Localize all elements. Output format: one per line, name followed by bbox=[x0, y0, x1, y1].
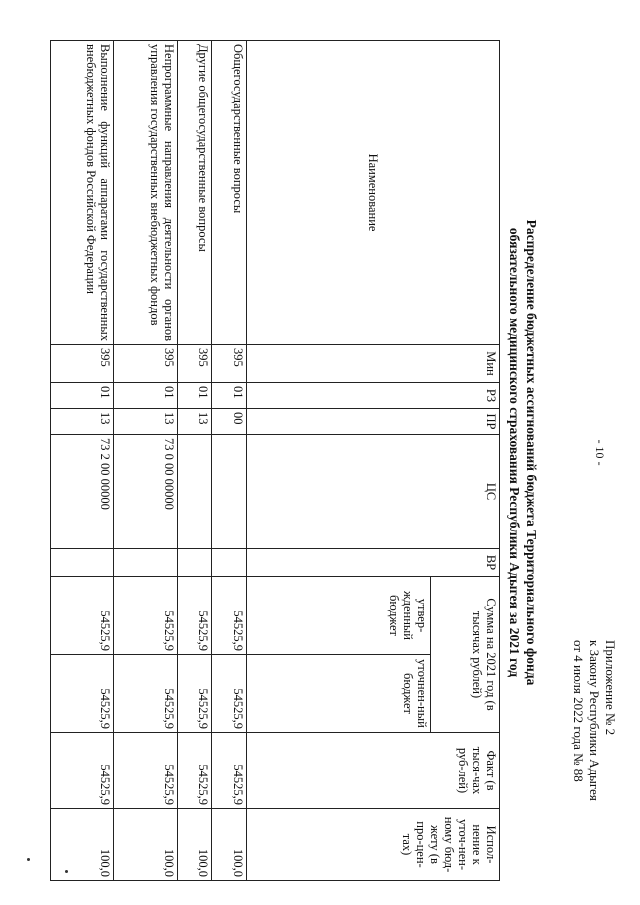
header-sum-group: Сумма на 2021 год (в тысячах рублей) bbox=[430, 577, 499, 733]
row-fact: 54525,9 bbox=[212, 733, 247, 809]
row-refined: 54525,9 bbox=[51, 655, 114, 733]
header-cs: ЦС bbox=[246, 435, 499, 549]
row-vr bbox=[114, 549, 177, 577]
row-name: Выполнение функций аппаратами государственных внебюджетных фондов Российской Федерации bbox=[51, 41, 114, 345]
row-name: Другие общегосударственные вопросы bbox=[177, 41, 212, 345]
row-name: Общегосударственные вопросы bbox=[212, 41, 247, 345]
appendix-line-3: от 4 июля 2022 года № 88 bbox=[571, 640, 586, 782]
row-fact: 54525,9 bbox=[177, 733, 212, 809]
row-approved: 54525,9 bbox=[177, 577, 212, 655]
row-vr bbox=[177, 549, 212, 577]
row-percent: 100,0 bbox=[177, 809, 212, 881]
row-cs: 73 0 00 00000 bbox=[114, 435, 177, 549]
appendix-line-2: к Закону Республики Адыгея bbox=[587, 640, 602, 801]
row-fact: 54525,9 bbox=[51, 733, 114, 809]
row-pr: 13 bbox=[177, 409, 212, 435]
page-number: - 10 - bbox=[593, 439, 607, 466]
header-pr: ПР bbox=[246, 409, 499, 435]
row-refined: 54525,9 bbox=[212, 655, 247, 733]
header-fact: Факт (в тыся-чах руб-лей) bbox=[246, 733, 499, 809]
row-refined: 54525,9 bbox=[114, 655, 177, 733]
row-rz: 01 bbox=[212, 383, 247, 409]
title-line-1: Распределение бюджетных ассигнований бюджета Территориального фонда bbox=[524, 219, 539, 686]
row-min: 395 bbox=[177, 345, 212, 383]
header-refined: уточнен-ный бюджет bbox=[246, 655, 430, 733]
row-rz: 01 bbox=[177, 383, 212, 409]
row-min: 395 bbox=[212, 345, 247, 383]
row-cs bbox=[212, 435, 247, 549]
table-row bbox=[212, 41, 247, 881]
row-name: Непрограммные направления деятельности органов управления государственных внебюджетных фондов bbox=[114, 41, 177, 345]
scan-speck bbox=[27, 858, 30, 861]
row-refined: 54525,9 bbox=[177, 655, 212, 733]
row-pr: 13 bbox=[51, 409, 114, 435]
table-row bbox=[51, 41, 114, 881]
header-percent: Испол-нение к уточ-нен-ному бюд-жету (в про-цен-тах) bbox=[246, 809, 499, 881]
row-approved: 54525,9 bbox=[212, 577, 247, 655]
row-percent: 100,0 bbox=[51, 809, 114, 881]
row-fact: 54525,9 bbox=[114, 733, 177, 809]
row-approved: 54525,9 bbox=[51, 577, 114, 655]
row-approved: 54525,9 bbox=[114, 577, 177, 655]
appendix-line-1: Приложение № 2 bbox=[603, 640, 618, 736]
row-min: 395 bbox=[51, 345, 114, 383]
row-min: 395 bbox=[114, 345, 177, 383]
table-row bbox=[114, 41, 177, 881]
budget-table bbox=[50, 40, 500, 881]
header-rz: РЗ bbox=[246, 383, 499, 409]
row-cs bbox=[177, 435, 212, 549]
row-cs: 73 2 00 00000 bbox=[51, 435, 114, 549]
row-percent: 100,0 bbox=[212, 809, 247, 881]
appendix-block bbox=[570, 640, 618, 860]
title-line-2: обязательного медицинского страхования Республики Адыгея за 2021 год bbox=[507, 227, 522, 678]
row-pr: 00 bbox=[212, 409, 247, 435]
row-rz: 01 bbox=[114, 383, 177, 409]
header-approved: утвер-жденный бюджет bbox=[246, 577, 430, 655]
row-vr bbox=[51, 549, 114, 577]
header-name: Наименование bbox=[246, 41, 499, 345]
row-vr bbox=[212, 549, 247, 577]
row-pr: 13 bbox=[114, 409, 177, 435]
header-min: Мин bbox=[246, 345, 499, 383]
table-row bbox=[177, 41, 212, 881]
document-title bbox=[506, 0, 540, 905]
header-row-1 bbox=[430, 41, 499, 881]
row-rz: 01 bbox=[51, 383, 114, 409]
row-percent: 100,0 bbox=[114, 809, 177, 881]
header-vr: ВР bbox=[246, 549, 499, 577]
